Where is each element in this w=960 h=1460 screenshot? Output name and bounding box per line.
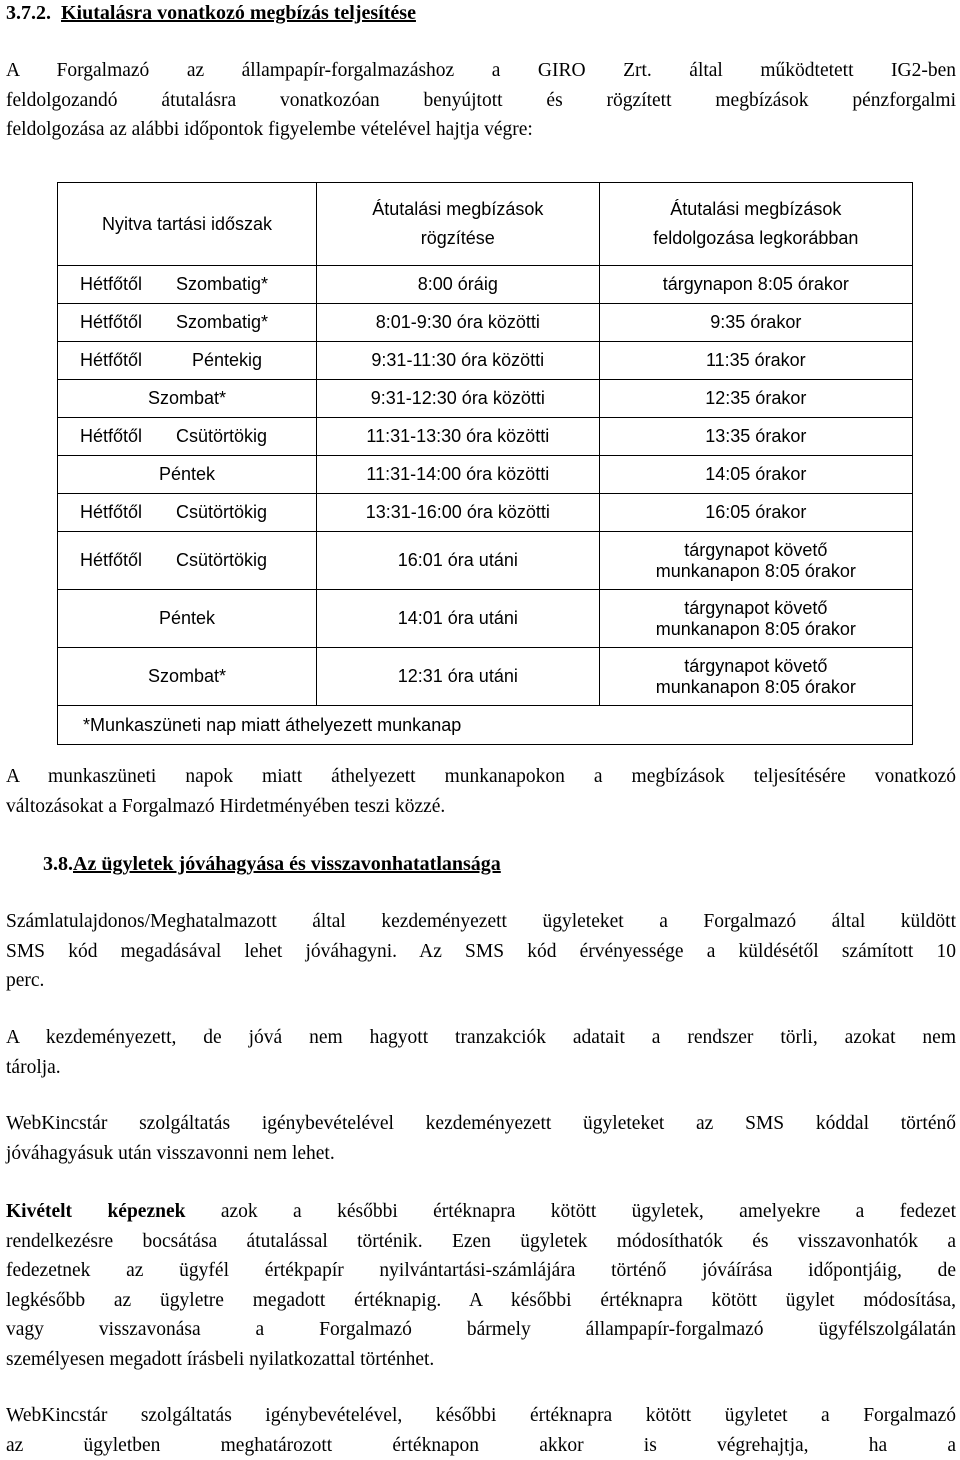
table-cell: Szombat* [58, 380, 317, 418]
table-row [58, 342, 913, 380]
table-cell: Hétfőtől [58, 304, 173, 342]
table-cell: Hétfőtől [58, 266, 173, 304]
table-cell: tárgynapot követő munkanapon 8:05 órakor [599, 648, 912, 706]
table-cell: Csütörtökig [172, 532, 317, 590]
table-row [58, 418, 913, 456]
table-row [58, 380, 913, 418]
table-cell: Hétfőtől [58, 494, 173, 532]
section-heading-3-8 [43, 853, 501, 876]
table-cell: 9:35 órakor [599, 304, 912, 342]
table-cell: 16:05 órakor [599, 494, 912, 532]
table-cell: Csütörtökig [172, 418, 317, 456]
table-footnote: *Munkaszüneti nap miatt áthelyezett munkanap [58, 706, 913, 745]
table-row [58, 266, 913, 304]
text-line: A munkaszüneti napok miatt áthelyezett munkanapokon a megbízások teljesítésére vonatkozó [6, 766, 956, 787]
table-header-row [58, 183, 913, 266]
table-cell: tárgynapot követő munkanapon 8:05 órakor [599, 590, 912, 648]
section-heading-3-7-2 [6, 2, 416, 25]
bold-term: Kivételt képeznek [6, 1201, 186, 1222]
after-table-paragraph [6, 762, 956, 821]
table-row [58, 648, 913, 706]
table-cell: 12:31 óra utáni [317, 648, 600, 706]
table-row [58, 590, 913, 648]
table-cell: 14:05 órakor [599, 456, 912, 494]
table-cell: Szombatig* [172, 266, 317, 304]
table-cell: Hétfőtől [58, 418, 173, 456]
table-cell: 14:01 óra utáni [317, 590, 600, 648]
table-cell: Péntek [58, 590, 317, 648]
intro-paragraph [6, 56, 956, 145]
table-cell: Péntek [58, 456, 317, 494]
heading-number: 3.7.2. [6, 2, 51, 24]
table-cell: 11:35 órakor [599, 342, 912, 380]
paragraph-later-value-date: WebKincstár szolgáltatás igénybevételével, későbbi értéknapra kötött ügyletet a Forgalmazó az ügyletben meghatározott értéknapon akkor is végrehajtja, ha a [6, 1405, 956, 1456]
header-recording: Átutalási megbízások rögzítése [317, 183, 600, 266]
table-cell: 8:00 óráig [317, 266, 600, 304]
text-line: változásokat a Forgalmazó Hirdetményében teszi közzé. [6, 795, 446, 817]
text-line: feldolgozandó átutalásra vonatkozóan benyújtott és rögzített megbízások pénzforgalmi [6, 89, 956, 111]
table-cell: 12:35 órakor [599, 380, 912, 418]
text-line: feldolgozása az alábbi időpontok figyelembe vételével hajtja végre: [6, 119, 533, 140]
heading-number: 3.8. [43, 853, 73, 875]
table-cell: 16:01 óra utáni [317, 532, 600, 590]
table-cell: 11:31-14:00 óra közötti [317, 456, 600, 494]
table-cell: 9:31-12:30 óra közötti [317, 380, 600, 418]
table-row [58, 456, 913, 494]
header-period: Nyitva tartási időszak [58, 183, 317, 266]
paragraph-exceptions: Kivételt képeznek azok a későbbi értéknapra kötött ügyletek, amelyekre a fedezet rendelkezésre bocsátása átutalással történik. Ezen ügyletek módosíthatók és visszavonhatók a fedezetnek az ügyfél értékpapír nyilvántartási-számlájára történő jóváírása időpontjáig, de legkésőbb az ügyletre megadott értéknapig. A későbbi értéknapra kötött ügylet módosítása, vagy visszavonása a Forgalmazó bármely állampapír-forgalmazó ügyfélszolgálatán személyesen megadott írásbeli nyilatkozattal történhet. [6, 1201, 957, 1370]
paragraph-unapproved: A kezdeményezett, de jóvá nem hagyott tranzakciók adatait a rendszer törli, azokat nem tárolja. [6, 1027, 956, 1078]
text-line: A Forgalmazó az állampapír-forgalmazáshoz a GIRO Zrt. által működtetett IG2-ben [6, 60, 956, 81]
table-row [58, 304, 913, 342]
table-cell: Hétfőtől [58, 532, 173, 590]
heading-title: Kiutalásra vonatkozó megbízás teljesítése [61, 2, 416, 24]
heading-title: Az ügyletek jóváhagyása és visszavonhatatlansága [73, 853, 501, 875]
schedule-table [57, 182, 913, 745]
table-cell: Szombat* [58, 648, 317, 706]
table-cell: tárgynapon 8:05 órakor [599, 266, 912, 304]
table-cell: 13:35 órakor [599, 418, 912, 456]
table-cell: 9:31-11:30 óra közötti [317, 342, 600, 380]
table-cell: 8:01-9:30 óra közötti [317, 304, 600, 342]
paragraph-irrevocable: WebKincstár szolgáltatás igénybevételével kezdeményezett ügyleteket az SMS kóddal történő jóváhagyásuk után visszavonni nem lehet. [6, 1113, 956, 1164]
table-cell: Hétfőtől [58, 342, 173, 380]
table-cell: tárgynapot követő munkanapon 8:05 órakor [599, 532, 912, 590]
table-cell: Csütörtökig [172, 494, 317, 532]
table-cell: Péntekig [172, 342, 317, 380]
table-cell: 11:31-13:30 óra közötti [317, 418, 600, 456]
table-footnote-row [58, 706, 913, 745]
paragraph-sms-approval: Számlatulajdonos/Meghatalmazott által kezdeményezett ügyleteket a Forgalmazó által küldött SMS kód megadásával lehet jóváhagyni. Az SMS kód érvényessége a küldésétől számított 10 perc. [6, 911, 956, 991]
table-cell: 13:31-16:00 óra közötti [317, 494, 600, 532]
table-row [58, 532, 913, 590]
header-processing: Átutalási megbízások feldolgozása legkorábban [599, 183, 912, 266]
table-cell: Szombatig* [172, 304, 317, 342]
table-row [58, 494, 913, 532]
